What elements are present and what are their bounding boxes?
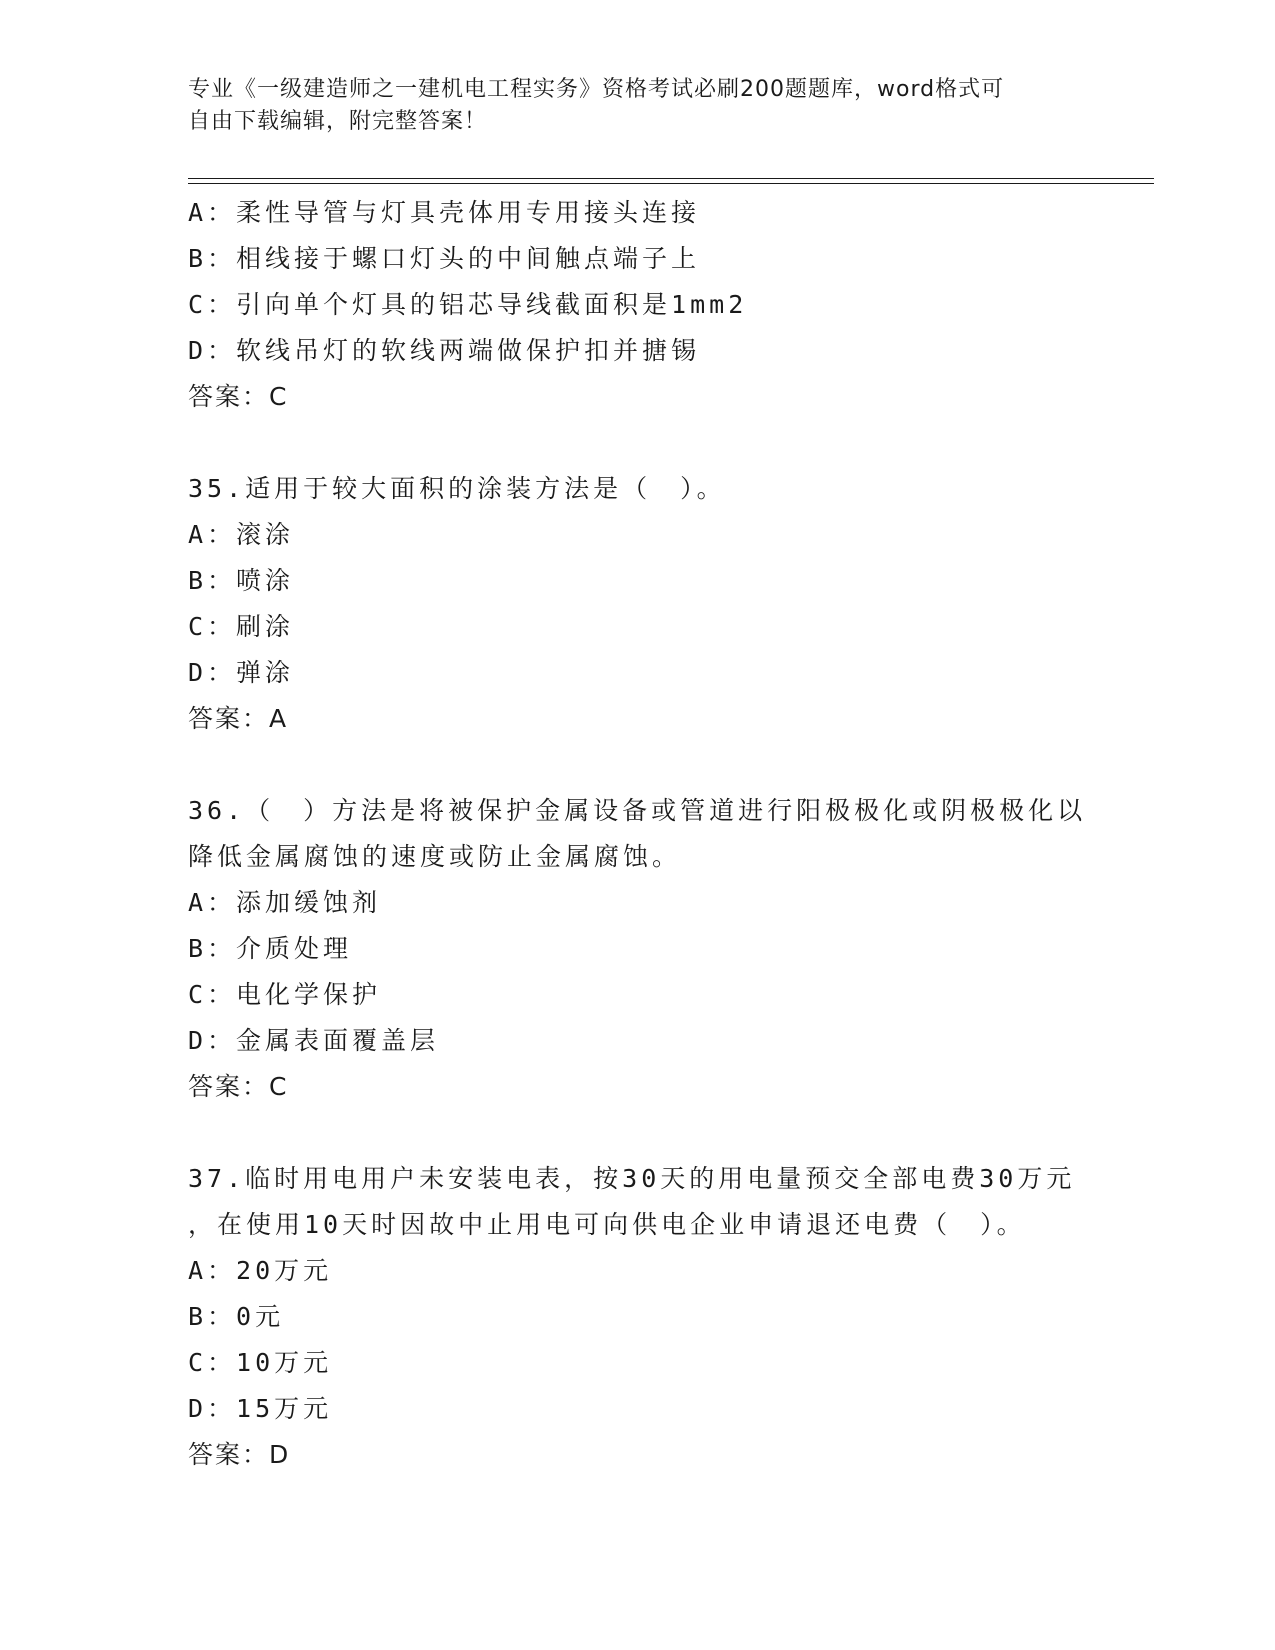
- answer-label: 答案：A: [188, 704, 289, 733]
- option-b: B：相线接于螺口灯头的中间触点端子上: [188, 244, 701, 273]
- option-b: B：0元: [188, 1302, 285, 1331]
- answer-label: 答案：C: [188, 382, 289, 411]
- question-block-37: [188, 1156, 1088, 1478]
- option-c: C：刷涂: [188, 612, 295, 641]
- question-text-line-2: ，在使用10天时因故中止用电可向供电企业申请退还电费（ ）。: [188, 1210, 1026, 1239]
- header-title-line-2: 自由下载编辑，附完整答案！: [188, 109, 488, 134]
- header-title-line-1: 专业《一级建造师之一建机电工程实务》资格考试必刷200题题库，word格式可: [188, 77, 1005, 102]
- option-a: A：20万元: [188, 1256, 333, 1285]
- answer-label: 答案：C: [188, 1072, 289, 1101]
- document-header: [188, 74, 1088, 138]
- option-a: A：添加缓蚀剂: [188, 888, 382, 917]
- option-c: C：电化学保护: [188, 980, 382, 1009]
- question-text: 35.适用于较大面积的涂装方法是（ ）。: [188, 474, 726, 503]
- option-c: C：引向单个灯具的铝芯导线截面积是1mm2: [188, 290, 748, 319]
- header-divider-bottom: [188, 183, 1154, 184]
- question-block-34: [188, 190, 1088, 420]
- answer-label: 答案：D: [188, 1440, 291, 1469]
- question-block-35: [188, 466, 1088, 742]
- question-list: [188, 190, 1088, 1478]
- option-a: A：柔性导管与灯具壳体用专用接头连接: [188, 198, 701, 227]
- option-d: D：15万元: [188, 1394, 333, 1423]
- option-a: A：滚涂: [188, 520, 295, 549]
- option-b: B：介质处理: [188, 934, 353, 963]
- option-d: D：软线吊灯的软线两端做保护扣并搪锡: [188, 336, 701, 365]
- question-block-36: [188, 788, 1088, 1110]
- question-text-line-2: 降低金属腐蚀的速度或防止金属腐蚀。: [188, 842, 682, 871]
- question-text-line-1: 36.（ ）方法是将被保护金属设备或管道进行阳极极化或阴极极化以: [188, 796, 1087, 825]
- option-d: D：金属表面覆盖层: [188, 1026, 440, 1055]
- question-text-line-1: 37.临时用电用户未安装电表，按30天的用电量预交全部电费30万元: [188, 1164, 1076, 1193]
- option-c: C：10万元: [188, 1348, 333, 1377]
- option-d: D：弹涂: [188, 658, 295, 687]
- header-divider-top: [188, 178, 1154, 179]
- option-b: B：喷涂: [188, 566, 295, 595]
